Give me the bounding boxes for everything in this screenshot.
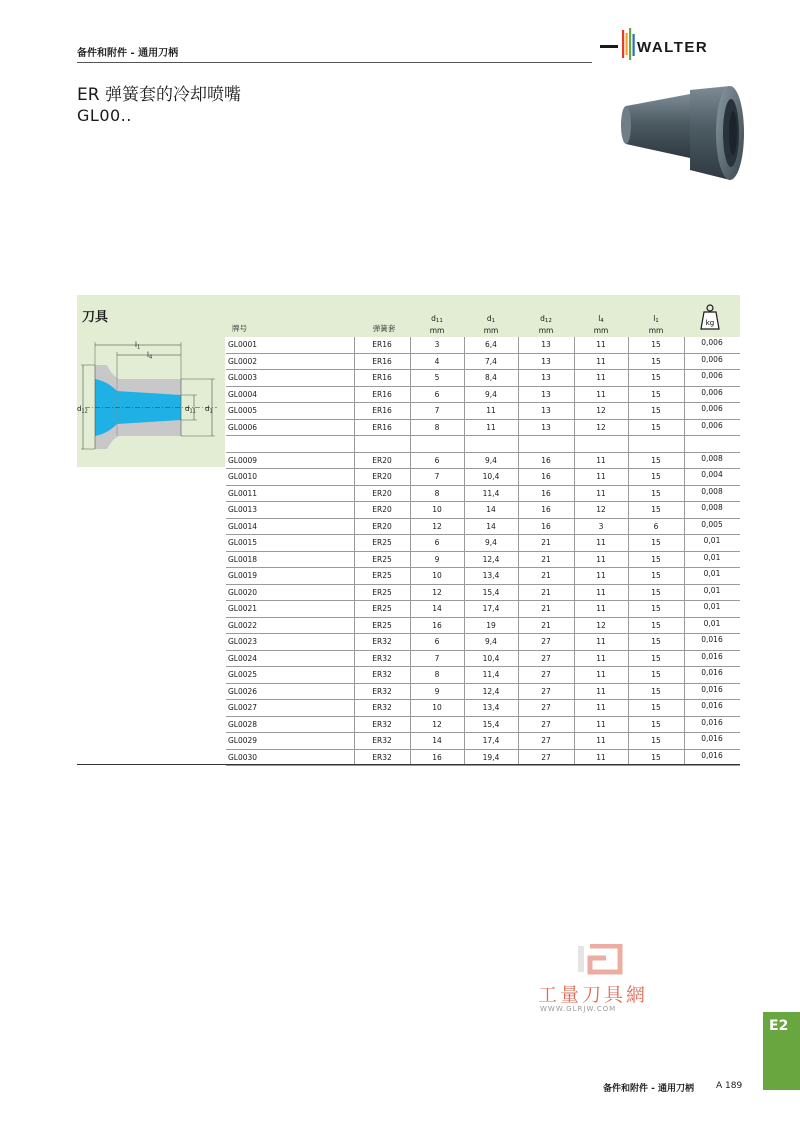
cell-code: GL0025	[228, 670, 258, 679]
cell-d11: 6	[434, 389, 440, 399]
cell-collet: ER32	[372, 736, 392, 745]
cell-l1: 15	[651, 637, 661, 646]
table-row	[226, 733, 740, 750]
column-divider	[464, 436, 465, 453]
cell-code: GL0009	[228, 455, 258, 465]
column-divider	[574, 436, 575, 453]
dimension-diagram	[77, 337, 225, 467]
cell-l4: 11	[596, 373, 606, 382]
cell-kg: 0,006	[701, 420, 723, 430]
cell-l4: 11	[596, 736, 606, 745]
cell-d11: 14	[432, 736, 442, 745]
cell-code: GL0024	[228, 653, 258, 663]
cell-d11: 6	[434, 538, 440, 547]
cell-d1: 9,4	[485, 538, 497, 547]
cell-d11: 8	[434, 670, 440, 679]
cell-kg: 0,006	[701, 387, 723, 397]
cell-collet: ER32	[372, 719, 392, 729]
cell-collet: ER16	[372, 389, 392, 399]
cell-d1: 10,4	[482, 472, 500, 481]
cell-l1: 15	[651, 571, 661, 580]
cell-code: GL0021	[228, 604, 258, 613]
page-number: A 189	[716, 1081, 743, 1091]
cell-l4: 11	[596, 637, 606, 646]
cell-kg: 0,01	[703, 569, 721, 578]
cell-d11: 9	[434, 554, 440, 564]
cell-d1: 17,4	[482, 604, 500, 613]
cell-d1: 11,4	[482, 488, 500, 498]
cell-d1: 13,4	[482, 703, 500, 712]
cell-d12: 13	[541, 389, 551, 399]
cell-d12: 13	[541, 373, 551, 382]
cell-code: GL0010	[228, 472, 258, 481]
cell-code: GL0011	[228, 488, 258, 498]
cell-d12: 21	[541, 538, 551, 547]
cell-d12: 21	[541, 571, 551, 580]
cell-l4: 11	[596, 604, 606, 613]
cell-l1: 15	[651, 422, 661, 432]
cell-d12: 21	[541, 604, 551, 613]
column-divider	[410, 436, 411, 453]
table-row	[226, 585, 740, 602]
cell-l1: 15	[651, 620, 661, 630]
cell-d12: 27	[541, 670, 551, 679]
cell-d1: 17,4	[482, 736, 500, 745]
table-row	[226, 651, 740, 668]
cell-code: GL0029	[228, 736, 258, 745]
weight-kg-icon	[700, 304, 720, 330]
cell-l4: 11	[596, 752, 606, 762]
cell-l1: 15	[651, 752, 661, 762]
cell-collet: ER16	[372, 356, 392, 366]
svg-text:l1: $l_1$	[135, 341, 141, 351]
cell-d12: 16	[541, 455, 551, 465]
cell-l4: 11	[596, 653, 606, 663]
cell-l4: 11	[596, 538, 606, 547]
cell-l1: 15	[651, 538, 661, 547]
footer-breadcrumb: 备件和附件 - 通用刀柄	[603, 1084, 695, 1094]
cell-l1: 15	[651, 505, 661, 514]
cell-l4: 11	[596, 455, 606, 465]
cell-d12: 27	[541, 752, 551, 762]
cell-d1: 9,4	[485, 637, 497, 646]
cell-kg: 0,016	[701, 684, 723, 694]
chapter-tab	[763, 1012, 800, 1090]
cell-collet: ER20	[372, 455, 392, 465]
cell-d12: 27	[541, 719, 551, 729]
cell-d12: 16	[541, 472, 551, 481]
cell-l1: 15	[651, 373, 661, 382]
cell-d12: 27	[541, 736, 551, 745]
cell-d12: 21	[541, 554, 551, 564]
cell-d1: 14	[486, 505, 496, 514]
cell-code: GL0030	[228, 752, 258, 762]
table-row	[226, 337, 740, 354]
cell-d11: 10	[432, 703, 442, 712]
cell-kg: 0,008	[701, 486, 723, 496]
cell-kg: 0,004	[701, 470, 723, 479]
table-row	[226, 684, 740, 701]
table-row	[226, 469, 740, 486]
cell-d11: 12	[432, 521, 442, 531]
cell-kg: 0,016	[701, 668, 723, 677]
cell-d1: 10,4	[482, 653, 500, 663]
table-row	[226, 519, 740, 536]
svg-text:d1: $d_1$	[205, 405, 213, 415]
cell-code: GL0019	[228, 571, 258, 580]
cell-kg: 0,016	[701, 750, 723, 760]
cell-collet: ER25	[372, 554, 392, 564]
cell-l1: 15	[651, 587, 661, 597]
cell-l1: 15	[651, 686, 661, 696]
cell-l1: 15	[651, 719, 661, 729]
cell-l4: 11	[596, 670, 606, 679]
cell-d1: 9,4	[485, 455, 497, 465]
cell-l4: 11	[596, 472, 606, 481]
svg-text:d11: $d_{11}$	[185, 405, 196, 415]
cell-collet: ER32	[372, 686, 392, 696]
table-row	[226, 354, 740, 371]
cell-code: GL0026	[228, 686, 258, 696]
cell-l4: 11	[596, 554, 606, 564]
cell-l4: 11	[596, 488, 606, 498]
table-row	[226, 436, 740, 453]
cell-kg: 0,01	[703, 552, 721, 562]
cell-collet: ER20	[372, 472, 392, 481]
cell-collet: ER20	[372, 505, 392, 514]
table-row	[226, 618, 740, 635]
table-row	[226, 700, 740, 717]
cell-d11: 12	[432, 587, 442, 597]
cell-collet: ER32	[372, 670, 392, 679]
table-row	[226, 634, 740, 651]
cell-d1: 11	[486, 422, 496, 432]
table-row	[226, 502, 740, 519]
cell-d11: 4	[434, 356, 440, 366]
table-row	[226, 486, 740, 503]
cell-l1: 15	[651, 472, 661, 481]
cell-kg: 0,016	[701, 734, 723, 743]
cell-kg: 0,006	[701, 354, 723, 364]
cell-d1: 15,4	[482, 587, 500, 597]
cell-d12: 13	[541, 340, 551, 349]
cell-d12: 27	[541, 637, 551, 646]
cell-code: GL0022	[228, 620, 258, 630]
cell-code: GL0003	[228, 373, 258, 382]
cell-l4: 11	[596, 356, 606, 366]
cell-l1: 15	[651, 389, 661, 399]
cell-collet: ER25	[372, 620, 392, 630]
cell-d12: 13	[541, 356, 551, 366]
cell-collet: ER16	[372, 406, 392, 415]
cell-l4: 11	[596, 587, 606, 597]
cell-l4: 12	[596, 620, 606, 630]
cell-l1: 15	[651, 455, 661, 465]
cell-l4: 11	[596, 571, 606, 580]
cell-kg: 0,006	[701, 338, 723, 347]
column-divider	[684, 436, 685, 453]
cell-d11: 7	[434, 653, 440, 663]
cell-collet: ER25	[372, 604, 392, 613]
cell-l4: 12	[596, 505, 606, 514]
cell-l4: 11	[596, 703, 606, 712]
cell-l1: 15	[651, 554, 661, 564]
table-row	[226, 387, 740, 404]
cell-kg: 0,016	[701, 651, 723, 661]
cell-collet: ER32	[372, 703, 392, 712]
cell-l4: 11	[596, 719, 606, 729]
cell-d1: 7,4	[485, 356, 497, 366]
cell-d11: 12	[432, 719, 442, 729]
cell-d11: 9	[434, 686, 440, 696]
cell-d11: 14	[432, 604, 442, 613]
cell-d1: 12,4	[482, 554, 500, 564]
cell-d11: 7	[434, 406, 440, 415]
cell-collet: ER16	[372, 373, 392, 382]
cell-kg: 0,006	[701, 371, 723, 380]
cell-l1: 15	[651, 356, 661, 366]
cell-code: GL0014	[228, 521, 258, 531]
cell-collet: ER32	[372, 637, 392, 646]
cell-d11: 10	[432, 505, 442, 514]
cell-d1: 13,4	[482, 571, 500, 580]
cell-d1: 6,4	[485, 340, 497, 349]
column-divider	[354, 436, 355, 453]
cell-collet: ER25	[372, 587, 392, 597]
cell-collet: ER32	[372, 653, 392, 663]
cell-d12: 13	[541, 406, 551, 415]
table-row	[226, 535, 740, 552]
cell-l1: 15	[651, 670, 661, 679]
table-row	[226, 717, 740, 734]
cell-code: GL0027	[228, 703, 258, 712]
cell-kg: 0,01	[703, 618, 721, 628]
column-header-d11: $d_{11}$ mm	[429, 314, 445, 335]
column-header-collet: 弹簧套	[372, 324, 396, 333]
cell-kg: 0,008	[701, 503, 723, 512]
coolant-nozzle-product-image	[612, 84, 752, 192]
cell-d1: 14	[486, 521, 496, 531]
table-row	[226, 601, 740, 618]
cell-kg: 0,006	[701, 404, 723, 413]
cell-code: GL0028	[228, 719, 258, 729]
table-row	[226, 568, 740, 585]
cell-d11: 7	[434, 472, 440, 481]
cell-kg: 0,005	[701, 519, 723, 529]
cell-l1: 15	[651, 340, 661, 349]
cell-code: GL0020	[228, 587, 258, 597]
page-title: ER 弹簧套的冷却喷嘴	[77, 85, 241, 105]
product-code-series: GL00..	[77, 106, 132, 125]
cell-d11: 5	[434, 373, 440, 382]
cell-collet: ER16	[372, 422, 392, 432]
cell-kg: 0,016	[701, 635, 723, 644]
cell-code: GL0013	[228, 505, 258, 514]
table-row	[226, 403, 740, 420]
table-row	[226, 370, 740, 387]
cell-code: GL0023	[228, 637, 258, 646]
cell-collet: ER25	[372, 571, 392, 580]
cell-d12: 27	[541, 703, 551, 712]
column-divider	[518, 436, 519, 453]
cell-d1: 9,4	[485, 389, 497, 399]
cell-d11: 16	[432, 620, 442, 630]
svg-text:kg: kg	[705, 319, 715, 327]
column-divider	[628, 436, 629, 453]
cell-l1: 15	[651, 736, 661, 745]
cell-kg: 0,01	[703, 536, 721, 545]
table-row	[226, 667, 740, 684]
cell-d12: 16	[541, 505, 551, 514]
cell-kg: 0,016	[701, 717, 723, 727]
cell-d1: 19	[486, 620, 496, 630]
cell-d11: 8	[434, 422, 440, 432]
table-row	[226, 453, 740, 470]
header-breadcrumb: 备件和附件 - 通用刀柄	[77, 48, 179, 59]
cell-d12: 21	[541, 587, 551, 597]
cell-l4: 12	[596, 422, 606, 432]
cell-d11: 6	[434, 637, 440, 646]
cell-l1: 6	[653, 521, 659, 531]
cell-collet: ER16	[372, 340, 392, 349]
cell-d12: 16	[541, 488, 551, 498]
cell-kg: 0,01	[703, 602, 721, 611]
cell-d11: 3	[434, 340, 440, 349]
cell-l1: 15	[651, 653, 661, 663]
watermark-url: WWW.GLRJW.COM	[540, 1005, 617, 1013]
table-bottom-rule	[77, 764, 740, 765]
chapter-tab-label: E2	[769, 1018, 789, 1034]
cell-l4: 11	[596, 389, 606, 399]
cell-code: GL0001	[228, 340, 258, 349]
cell-d12: 16	[541, 521, 551, 531]
cell-code: GL0002	[228, 356, 258, 366]
cell-d1: 15,4	[482, 719, 500, 729]
cell-code: GL0004	[228, 389, 258, 399]
cell-code: GL0018	[228, 554, 258, 564]
cell-code: GL0015	[228, 538, 258, 547]
svg-text:l4: $l_4$	[147, 351, 153, 361]
cell-d1: 11	[486, 406, 496, 415]
cell-code: GL0005	[228, 406, 258, 415]
cell-l1: 15	[651, 488, 661, 498]
walter-logo	[600, 28, 740, 60]
cell-l1: 15	[651, 406, 661, 415]
cell-d11: 16	[432, 752, 442, 762]
cell-d1: 11,4	[482, 670, 500, 679]
nozzle-table	[226, 337, 740, 766]
cell-kg: 0,016	[701, 701, 723, 710]
cell-collet: ER32	[372, 752, 392, 762]
cell-l4: 11	[596, 340, 606, 349]
cell-d11: 10	[432, 571, 442, 580]
table-row	[226, 420, 740, 437]
cell-d1: 12,4	[482, 686, 500, 696]
cell-collet: ER20	[372, 488, 392, 498]
section-label-tools: 刀具	[82, 310, 109, 325]
header-divider	[77, 62, 592, 63]
cell-collet: ER25	[372, 538, 392, 547]
table-row	[226, 552, 740, 569]
logo-wordmark: WALTER	[637, 39, 709, 56]
column-header-l4: $l_4$ mm	[593, 314, 609, 335]
cell-d12: 27	[541, 653, 551, 663]
cell-l4: 12	[596, 406, 606, 415]
column-header-d1: $d_1$ mm	[483, 314, 499, 335]
cell-kg: 0,008	[701, 453, 723, 463]
cell-code: GL0006	[228, 422, 258, 432]
cell-l4: 3	[598, 521, 604, 531]
cell-collet: ER20	[372, 521, 392, 531]
cell-d12: 27	[541, 686, 551, 696]
cell-d1: 19,4	[482, 752, 500, 762]
cell-d11: 8	[434, 488, 440, 498]
column-header-code: 牌号	[232, 324, 247, 333]
cell-d11: 6	[434, 455, 440, 465]
column-header-l1: $l_1$ mm	[648, 314, 664, 335]
watermark-text: 工量刀具網	[538, 984, 649, 1006]
cell-d1: 8,4	[485, 373, 497, 382]
cell-l1: 15	[651, 703, 661, 712]
cell-l4: 11	[596, 686, 606, 696]
cell-d12: 13	[541, 422, 551, 432]
cell-d12: 21	[541, 620, 551, 630]
cell-l1: 15	[651, 604, 661, 613]
column-header-d12: $d_{12}$ mm	[538, 314, 554, 335]
svg-text:d12: $d_{12}$	[77, 405, 88, 415]
cell-kg: 0,01	[703, 585, 721, 595]
